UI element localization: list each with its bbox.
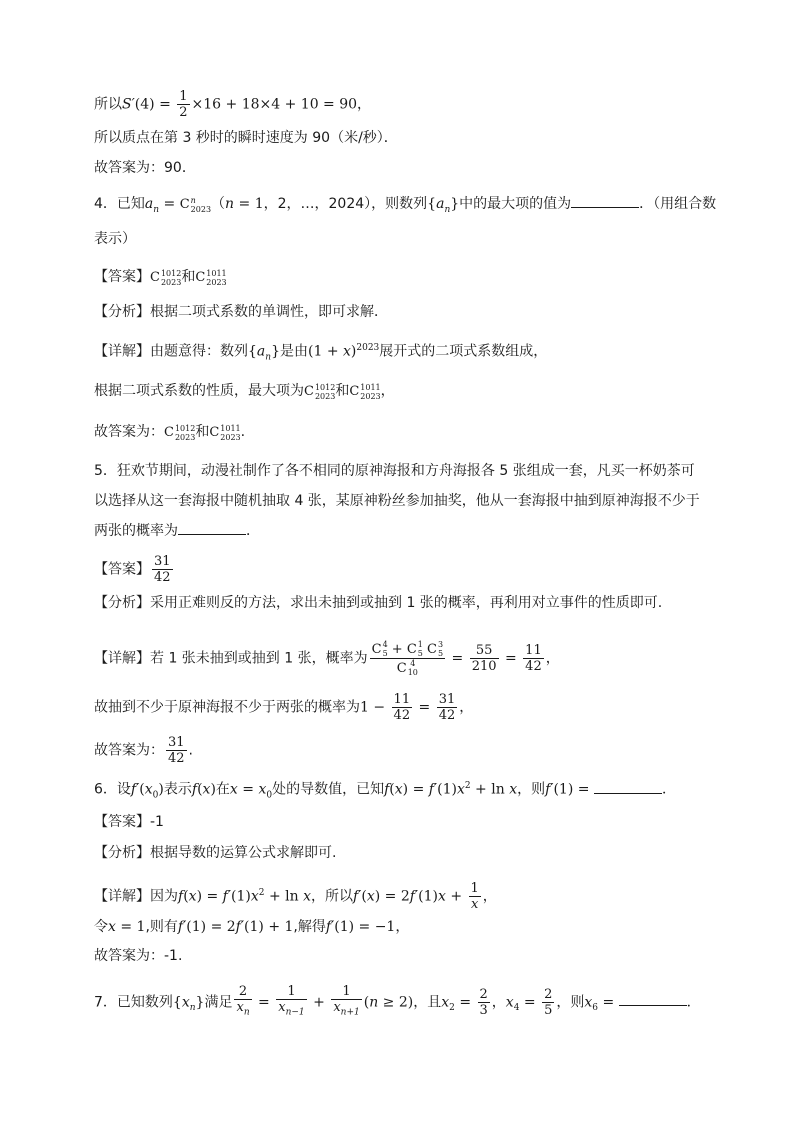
answer-blank[interactable]	[594, 779, 662, 794]
answer-blank[interactable]	[571, 193, 639, 208]
answer-line: 【答案】-1	[94, 814, 164, 830]
detail-line: 【详解】因为$f(x) = f'(1)x^2 + \ln x$，所以f′(x) = 2f′(1)x + $\frac{1}{x}$ ，	[94, 881, 497, 912]
question-5: 5．狂欢节期间，动漫社制作了各不相同的原神海报和方舟海报各 5 张组成一套，凡买一杯奶茶可以选择从这一套海报中随机抽取 4 张，某原神粉丝参加抽奖，他从一套海报中抽到原神海报不少于两张的概率为 ．	[94, 463, 700, 539]
answer-blank[interactable]	[178, 520, 246, 535]
text-line: 表示）	[94, 231, 136, 247]
text-line: 故抽到不少于原神海报不少于两张的概率为1 − $\frac{11}{42}$ = $\frac{31}{42}$ ，	[94, 692, 474, 723]
text-line: 令x = 1,则有f′(1) = 2f′(1) + 1,解得f′(1) = −1，	[94, 919, 410, 935]
analysis-line: 【分析】采用正难则反的方法，求出未抽到或抽到 1 张的概率，再利用对立事件的性质即可.	[94, 595, 663, 611]
analysis-line: 【分析】根据导数的运算公式求解即可.	[94, 845, 337, 861]
question-4: 4．已知$a_n = C$ n 2023 （n = 1，2，…，2024），则数列$\{a_n\}$中的最大项的值为 ．（用组合数	[94, 193, 716, 220]
text-line: 故答案为：90．	[94, 160, 196, 176]
text-line: 所以质点在第 3 秒时的瞬时速度为 90（米/秒）．	[94, 130, 398, 146]
detail-line: 【详解】由题意得：数列$\{a_n\}$是由$(1 + x)^{2023}$展开式的二项式系数组成，	[94, 343, 548, 363]
answer-blank[interactable]	[619, 991, 687, 1006]
answer-line: 【答案】 $\frac{31}{42}$	[94, 554, 171, 585]
question-7: 7．已知数列$\{x_n\}$满足 $\frac{2}{x_n}$ = $\frac{1}{x_{n-1}}$ + $\frac{1}{x_{n+1}}$ (n ≥ 2)，且$x_2$ = $\frac{2}{3}$ ，$x_4$ = $\frac{2}{5}$ ，则$x_6$ = ．	[94, 984, 701, 1018]
detail-line: 【详解】若 1 张未抽到或抽到 1 张，概率为 C 4 5 + C 1 5 C 3 5 C 4 10 = $\frac{55}{210}$ = $\frac{11}{42}$ ，	[94, 640, 560, 677]
text-line: 所以S′(4) = $\frac{1}{2}$ ×16 + 18×4 + 10 = 90，	[94, 89, 372, 120]
text-line: 故答案为：-1.	[94, 948, 183, 964]
question-6: 6．设$f'(x_0)$表示f(x)在$x = x_0$处的导数值，已知$f(x) = f'(1)x^2 + \ln x$，则f′(1) = ．	[94, 776, 676, 805]
analysis-line: 【分析】根据二项式系数的单调性，即可求解．	[94, 304, 388, 320]
text-line: 根据二项式系数的性质，最大项为C 1012 2023 和C 1011 2023 ，	[94, 382, 395, 401]
text-line: 故答案为：C 1012 2023 和C 1011 2023 .	[94, 423, 246, 442]
answer-line: 【答案】C 1012 2023 和C 1011 2023	[94, 268, 227, 287]
text-line: 故答案为： $\frac{31}{42}$ .	[94, 735, 193, 766]
